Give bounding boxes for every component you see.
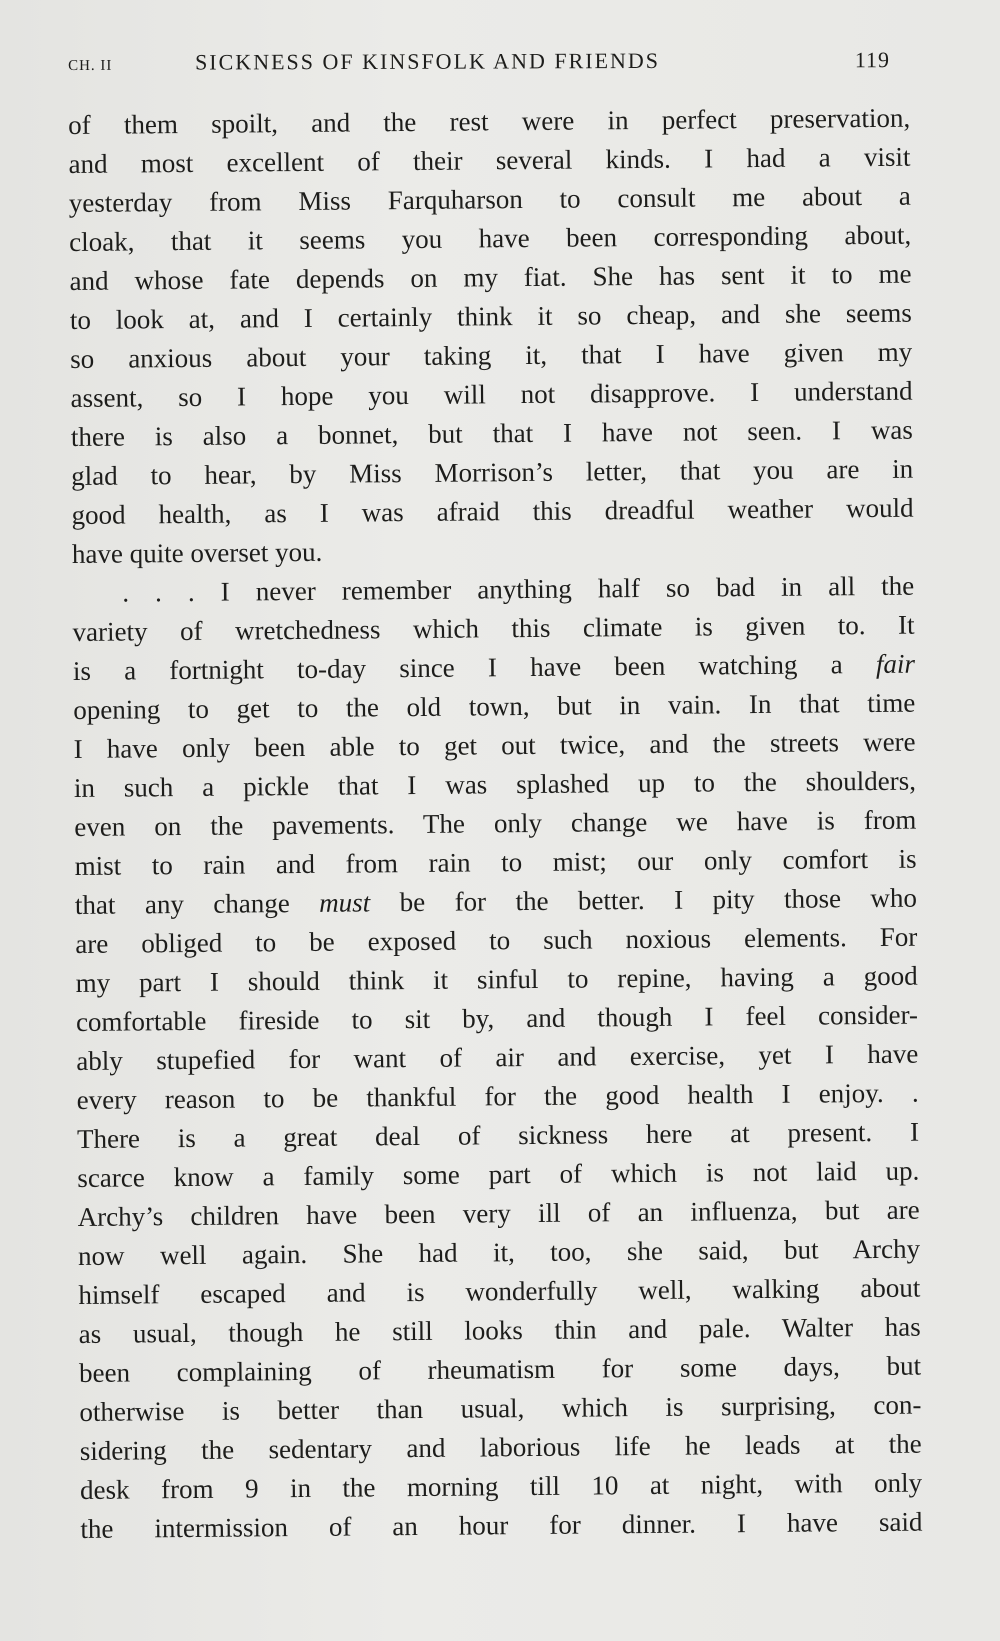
text-run: the intermission of an hour for dinner. I have said bbox=[80, 1506, 923, 1544]
text-run: my part I should think it sinful to repine, having a good bbox=[75, 960, 918, 998]
text-run: and most excellent of their several kinds. I had a visit bbox=[68, 141, 911, 179]
text-run: been complaining of rheumatism for some days, but bbox=[78, 1350, 922, 1388]
text-run: ably stupefied for want of air and exercise, yet I have bbox=[76, 1038, 919, 1076]
text-run: otherwise is better than usual, which is surprising, con- bbox=[79, 1389, 922, 1427]
text-run: be for the better. I pity those who bbox=[370, 882, 918, 918]
italic-word: must bbox=[319, 887, 371, 918]
text-run: yesterday from Miss Farquharson to consult me about a bbox=[68, 180, 911, 218]
text-run: there is also a bonnet, but that I have not seen. I was bbox=[70, 414, 913, 452]
text-line bbox=[80, 1503, 922, 1549]
text-run: good health, as I was afraid this dreadful weather would bbox=[71, 492, 914, 530]
text-run: have quite overset you. bbox=[71, 536, 323, 569]
text-run: glad to hear, by Miss Morrison’s letter, that you are in bbox=[71, 453, 914, 491]
text-run: . . . I never remember anything half so bad in all the bbox=[122, 570, 915, 608]
text-run: assent, so I hope you will not disapprove. I understand bbox=[70, 375, 913, 413]
text-run: every reason to be thankful for the good health I enjoy. . bbox=[76, 1077, 919, 1115]
running-head bbox=[66, 47, 900, 90]
text-run: so anxious about your taking it, that I have given my bbox=[70, 336, 913, 374]
text-run: now well again. She had it, too, she said, but Archy bbox=[77, 1233, 921, 1271]
text-run: of them spoilt, and the rest were in perfect preservation, bbox=[68, 102, 911, 140]
text-run: scarce know a family some part of which is not laid up. bbox=[77, 1155, 920, 1193]
text-run: cloak, that it seems you have been corresponding about, bbox=[69, 219, 912, 257]
text-run: desk from 9 in the morning till 10 at night, with only bbox=[79, 1467, 923, 1505]
text-run: as usual, though he still looks thin and pale. Walter has bbox=[78, 1311, 921, 1349]
text-run: opening to get to the old town, but in vain. In that time bbox=[73, 687, 916, 725]
text-run: in such a pickle that I was splashed up to the shoulders, bbox=[73, 765, 917, 803]
text-line bbox=[71, 489, 913, 535]
text-run: variety of wretchedness which this climate is given to. It bbox=[72, 609, 915, 647]
text-run: There is a great deal of sickness here at present. I bbox=[76, 1116, 920, 1154]
text-run: himself escaped and is wonderfully well, walking about bbox=[78, 1272, 921, 1310]
text-run: comfortable fireside to sit by, and though I feel consider- bbox=[75, 999, 919, 1037]
text-run: to look at, and I certainly think it so cheap, and she seems bbox=[69, 297, 912, 335]
text-run: mist to rain and from rain to mist; our only comfort is bbox=[74, 843, 917, 881]
text-run: I have only been able to get out twice, and the streets were bbox=[73, 726, 916, 764]
text-run: even on the pavements. The only change we have is from bbox=[74, 804, 917, 842]
running-title: SICKNESS OF KINSFOLK AND FRIENDS bbox=[194, 47, 661, 75]
text-run: that any change bbox=[74, 887, 320, 920]
italic-word: fair bbox=[875, 648, 916, 679]
chapter-label: CH. II bbox=[68, 57, 113, 74]
text-run: Archy’s children have been very ill of an influenza, but are bbox=[77, 1194, 920, 1232]
text-run: sidering the sedentary and laborious life he leads at the bbox=[79, 1428, 922, 1466]
text-run: and whose fate depends on my fiat. She has sent it to me bbox=[69, 258, 912, 296]
body-text bbox=[68, 99, 923, 1549]
text-run: are obliged to be exposed to such noxious elements. For bbox=[75, 921, 918, 959]
page-number: 119 bbox=[854, 47, 891, 73]
text-run: is a fortnight to-day since I have been watching a bbox=[72, 648, 877, 686]
